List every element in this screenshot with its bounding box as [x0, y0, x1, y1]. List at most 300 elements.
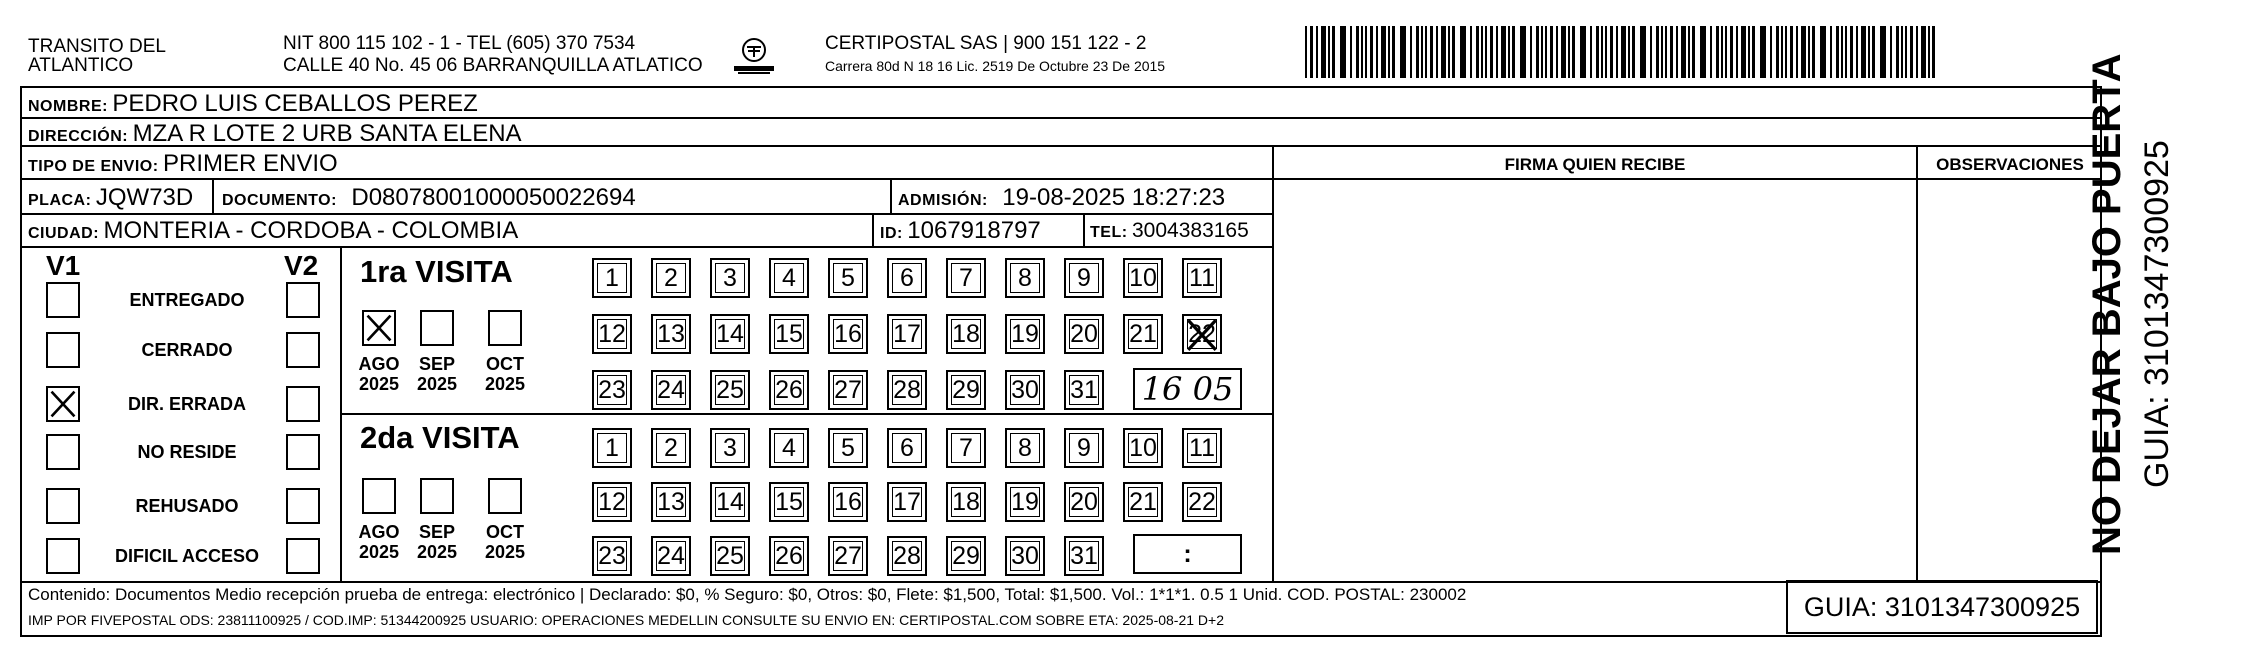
- barcode-bar: [1632, 26, 1635, 78]
- barcode-bar: [1605, 26, 1607, 78]
- plate-label: PLACA:: [28, 192, 92, 209]
- signature-column-title: FIRMA QUIEN RECIBE: [1504, 155, 1686, 174]
- barcode-bar: [1550, 26, 1553, 78]
- v1-checkbox[interactable]: [46, 332, 80, 368]
- barcode-bar: [1785, 26, 1787, 78]
- visit1-day-box[interactable]: [946, 258, 986, 298]
- day-number: 13: [657, 319, 685, 348]
- visit1-day-box[interactable]: [1182, 314, 1222, 354]
- day-number: 2: [664, 433, 678, 462]
- day-number: 5: [841, 263, 855, 292]
- day-number: 21: [1129, 319, 1157, 348]
- barcode-bar: [1410, 26, 1412, 78]
- day-number: 23: [598, 375, 626, 404]
- day-number: 27: [834, 541, 862, 570]
- status-label: CERRADO: [141, 340, 233, 360]
- visit2-day-box[interactable]: [1182, 428, 1222, 468]
- barcode-bar: [1508, 26, 1510, 78]
- visit2-day-box[interactable]: [710, 536, 750, 576]
- visit1-day-box[interactable]: [710, 258, 750, 298]
- day-number: 10: [1129, 263, 1157, 292]
- v1-checkbox[interactable]: [46, 434, 80, 470]
- month-checkbox[interactable]: [488, 310, 522, 346]
- barcode-bar: [1661, 26, 1663, 78]
- day-number: 5: [841, 433, 855, 462]
- status-label: DIFICIL ACCESO: [114, 546, 259, 566]
- visit2-day-box[interactable]: [887, 428, 927, 468]
- day-number: 23: [598, 541, 626, 570]
- day-number: 19: [1011, 487, 1039, 516]
- day-number: 19: [1011, 319, 1039, 348]
- day-number: 3: [723, 263, 737, 292]
- visit2-day-box[interactable]: [592, 536, 632, 576]
- barcode-bar: [1836, 26, 1839, 78]
- visit1-title: 1ra VISITA: [360, 254, 513, 289]
- admission-label: ADMISIÓN:: [898, 192, 988, 209]
- visit2-day-box[interactable]: [828, 428, 868, 468]
- barcode-bar: [1536, 26, 1539, 78]
- observations-column-title: OBSERVACIONES: [1936, 155, 2084, 174]
- v1-checkbox[interactable]: [46, 386, 80, 422]
- visit1-day-box[interactable]: [828, 258, 868, 298]
- side-guia: GUIA: 3101347300925: [2138, 140, 2176, 488]
- barcode-bar: [1321, 26, 1326, 78]
- side-warning: NO DEJAR BAJO PUERTA: [2085, 53, 2129, 555]
- plate-divider: [212, 180, 214, 215]
- barcode-bar: [1400, 26, 1406, 78]
- barcode-bar: [1381, 26, 1386, 78]
- month-year: [412, 354, 462, 394]
- month-label: OCT: [486, 522, 524, 542]
- month-checkbox[interactable]: [362, 478, 396, 514]
- barcode-bar: [1512, 26, 1515, 78]
- month-label: OCT: [486, 354, 524, 374]
- barcode-bar: [1736, 26, 1738, 78]
- barcode-bar: [1748, 26, 1750, 78]
- barcode-bar: [1628, 26, 1630, 78]
- visit2-time-placeholder: :: [1183, 539, 1192, 568]
- visit1-day-box[interactable]: [887, 258, 927, 298]
- v1-header: V1: [46, 250, 81, 281]
- tel-divider: [1083, 215, 1085, 248]
- day-number: 8: [1018, 263, 1032, 292]
- barcode-bar: [1305, 26, 1307, 78]
- day-number: 1: [605, 263, 619, 292]
- day-number: 14: [716, 319, 744, 348]
- visit1-day-box[interactable]: [1005, 258, 1045, 298]
- visit2-day-box[interactable]: [710, 482, 750, 522]
- barcode-bar: [1730, 26, 1733, 78]
- tel-label: TEL:: [1090, 224, 1128, 241]
- visit1-day-box[interactable]: [1005, 314, 1045, 354]
- year-label: 2025: [358, 374, 400, 394]
- month-checkbox[interactable]: [488, 478, 522, 514]
- v1-checkbox[interactable]: [46, 282, 80, 318]
- month-year: [480, 522, 530, 562]
- barcode-bar: [1556, 26, 1558, 78]
- name-label: NOMBRE:: [28, 98, 108, 115]
- barcode-bar: [1328, 26, 1330, 78]
- barcode-bar: [1710, 26, 1712, 78]
- day-number: 9: [1077, 433, 1091, 462]
- plate-value: JQW73D: [95, 184, 194, 211]
- month-label: AGO: [358, 354, 400, 374]
- barcode-bar: [1361, 26, 1363, 78]
- barcode-bar: [1476, 26, 1479, 78]
- visit1-day-box[interactable]: [710, 314, 750, 354]
- city-field: [28, 217, 518, 245]
- year-label: 2025: [416, 374, 458, 394]
- barcode-bar: [1890, 26, 1892, 78]
- v2-checkbox[interactable]: [286, 434, 320, 470]
- barcode-bar: [1601, 26, 1603, 78]
- barcode-bar: [1356, 26, 1359, 78]
- visit2-day-box[interactable]: [592, 482, 632, 522]
- day-number: 15: [775, 487, 803, 516]
- id-label: ID:: [880, 225, 903, 242]
- v2-checkbox[interactable]: [286, 386, 320, 422]
- day-number: 24: [657, 375, 685, 404]
- visit2-day-box[interactable]: [828, 536, 868, 576]
- visit1-day-box[interactable]: [946, 314, 986, 354]
- visit1-day-box[interactable]: [592, 258, 632, 298]
- barcode-bar: [1545, 26, 1547, 78]
- visit2-time-box[interactable]: [1133, 534, 1242, 574]
- day-number: 8: [1018, 433, 1032, 462]
- barcode-bar: [1520, 26, 1526, 78]
- day-number: 30: [1011, 375, 1039, 404]
- barcode-bar: [1670, 26, 1673, 78]
- visit2-day-box[interactable]: [828, 482, 868, 522]
- admission-divider: [890, 180, 892, 215]
- day-number: 28: [893, 375, 921, 404]
- barcode-bar: [1812, 26, 1815, 78]
- barcode-bar: [1770, 26, 1772, 78]
- visit2-day-box[interactable]: [651, 428, 691, 468]
- day-number: 20: [1070, 487, 1098, 516]
- barcode-bar: [1700, 26, 1706, 78]
- barcode-bar: [1928, 26, 1930, 78]
- barcode-bar: [1916, 26, 1918, 78]
- day-number: 13: [657, 487, 685, 516]
- visit1-day-box[interactable]: [887, 314, 927, 354]
- month-year: [354, 354, 404, 394]
- visit2-day-box[interactable]: [887, 536, 927, 576]
- guia-value: GUIA: 3101347300925: [1803, 591, 2081, 622]
- visit-divider: [342, 413, 1272, 415]
- barcode-bar: [1485, 26, 1487, 78]
- city-label: CIUDAD:: [28, 225, 100, 242]
- visit1-time-box[interactable]: [1133, 368, 1242, 410]
- visit1-day-box[interactable]: [887, 370, 927, 410]
- barcode-bar: [1901, 26, 1903, 78]
- visit2-title: 2da VISITA: [360, 420, 520, 455]
- barcode-bar: [1541, 26, 1543, 78]
- document-field: [222, 184, 636, 212]
- v2-checkbox[interactable]: [286, 538, 320, 574]
- signature-divider: [1272, 180, 1274, 581]
- barcode-bar: [1416, 26, 1419, 78]
- barcode-bar: [1452, 26, 1455, 78]
- visit2-day-box[interactable]: [1064, 428, 1104, 468]
- barcode-bar: [1725, 26, 1727, 78]
- day-number: 28: [893, 541, 921, 570]
- tel-field: [1090, 219, 1249, 243]
- barcode: [1305, 26, 1935, 78]
- status-label: REHUSADO: [135, 496, 239, 516]
- day-number: 17: [893, 319, 921, 348]
- day-number: 26: [775, 375, 803, 404]
- barcode-bar: [1388, 26, 1390, 78]
- visit1-day-box[interactable]: [1005, 370, 1045, 410]
- visit2-day-box[interactable]: [946, 482, 986, 522]
- visit2-day-box[interactable]: [887, 482, 927, 522]
- admission-value: 19-08-2025 18:27:23: [1002, 184, 1226, 211]
- guia-box: [1786, 580, 2098, 634]
- day-number: 6: [900, 433, 914, 462]
- day-number: 11: [1189, 263, 1215, 292]
- barcode-bar: [1776, 26, 1779, 78]
- barcode-bar: [1665, 26, 1667, 78]
- barcode-bar: [1640, 26, 1646, 78]
- org-line-2: ATLANTICO: [28, 55, 134, 76]
- month-checkbox[interactable]: [420, 478, 454, 514]
- address-value: MZA R LOTE 2 URB SANTA ELENA: [132, 120, 522, 147]
- barcode-bar: [1490, 26, 1493, 78]
- barcode-bar: [1530, 26, 1532, 78]
- barcode-bar: [1596, 26, 1599, 78]
- day-number: 20: [1070, 319, 1098, 348]
- day-number: 18: [952, 319, 980, 348]
- barcode-bar: [1448, 26, 1450, 78]
- day-number: 9: [1077, 263, 1091, 292]
- org-line-1: TRANSITO DEL: [28, 36, 166, 57]
- day-number: 22: [1188, 487, 1216, 516]
- barcode-bar: [1365, 26, 1367, 78]
- x-mark-icon: [1184, 316, 1220, 354]
- barcode-bar: [1796, 26, 1798, 78]
- visit1-day-box[interactable]: [769, 258, 809, 298]
- document-label: DOCUMENTO:: [222, 192, 337, 209]
- barcode-bar: [1332, 26, 1335, 78]
- day-number: 16: [834, 319, 862, 348]
- month-year: [354, 522, 404, 562]
- visit1-day-box[interactable]: [651, 314, 691, 354]
- month-label: SEP: [418, 522, 456, 542]
- v1-checkbox[interactable]: [46, 488, 80, 524]
- day-number: 17: [893, 487, 921, 516]
- barcode-bar: [1676, 26, 1678, 78]
- address-label: DIRECCIÓN:: [28, 128, 129, 145]
- visit2-day-box[interactable]: [1064, 536, 1104, 576]
- day-number: 29: [952, 541, 980, 570]
- visit1-day-box[interactable]: [769, 314, 809, 354]
- status-label: DIR. ERRADA: [127, 394, 246, 414]
- id-field: [880, 217, 1041, 245]
- barcode-bar: [1425, 26, 1427, 78]
- barcode-bar: [1741, 26, 1746, 78]
- barcode-bar: [1656, 26, 1659, 78]
- address-field: [28, 120, 522, 148]
- barcode-bar: [1861, 26, 1866, 78]
- barcode-bar: [1568, 26, 1570, 78]
- barcode-bar: [1610, 26, 1613, 78]
- address-line: CALLE 40 No. 45 06 BARRANQUILLA ATLATICO: [283, 55, 703, 76]
- month-label: SEP: [418, 354, 456, 374]
- visit2-day-box[interactable]: [651, 482, 691, 522]
- visit2-day-box[interactable]: [946, 428, 986, 468]
- name-value: PEDRO LUIS CEBALLOS PEREZ: [112, 90, 478, 117]
- document-value: D08078001000050022694: [351, 184, 636, 211]
- day-number: 24: [657, 541, 685, 570]
- barcode-bar: [1470, 26, 1472, 78]
- visit1-day-box[interactable]: [1064, 370, 1104, 410]
- visit1-day-box[interactable]: [651, 258, 691, 298]
- day-number: 11: [1189, 433, 1215, 462]
- month-checkbox[interactable]: [362, 310, 396, 346]
- tel-value: 3004383165: [1132, 219, 1249, 242]
- visit2-day-box[interactable]: [946, 536, 986, 576]
- barcode-bar: [1561, 26, 1566, 78]
- barcode-bar: [1316, 26, 1318, 78]
- barcode-bar: [1350, 26, 1352, 78]
- day-number: 1: [605, 433, 619, 462]
- v1-checkbox[interactable]: [46, 538, 80, 574]
- visit2-day-box[interactable]: [769, 536, 809, 576]
- x-mark-icon: [48, 388, 78, 420]
- day-number: 7: [959, 433, 973, 462]
- day-number: 2: [664, 263, 678, 292]
- visit1-day-box[interactable]: [1064, 314, 1104, 354]
- barcode-bar: [1436, 26, 1438, 78]
- plate-field: [28, 184, 193, 212]
- courier-license: Carrera 80d N 18 16 Lic. 2519 De Octubre 23 De 2015: [825, 58, 1166, 74]
- v2-checkbox[interactable]: [286, 488, 320, 524]
- barcode-bar: [1616, 26, 1618, 78]
- id-value: 1067918797: [907, 217, 1041, 244]
- day-number: 10: [1129, 433, 1157, 462]
- barcode-bar: [1590, 26, 1592, 78]
- day-number: 31: [1070, 375, 1098, 404]
- barcode-bar: [1392, 26, 1395, 78]
- year-label: 2025: [484, 374, 526, 394]
- visit1-day-box[interactable]: [1123, 258, 1163, 298]
- barcode-bar: [1421, 26, 1423, 78]
- visit2-day-box[interactable]: [651, 536, 691, 576]
- v2-header: V2: [284, 250, 319, 281]
- day-number: 26: [775, 541, 803, 570]
- courier-line: CERTIPOSTAL SAS | 900 151 122 - 2: [825, 33, 1147, 54]
- send-type-value: PRIMER ENVIO: [163, 150, 338, 177]
- v2-checkbox[interactable]: [286, 282, 320, 318]
- visit1-day-box[interactable]: [1123, 314, 1163, 354]
- send-type-label: TIPO DE ENVIO:: [28, 158, 159, 175]
- barcode-bar: [1921, 26, 1926, 78]
- visit1-day-box[interactable]: [828, 314, 868, 354]
- barcode-bar: [1868, 26, 1870, 78]
- barcode-bar: [1932, 26, 1935, 78]
- visit2-day-box[interactable]: [769, 428, 809, 468]
- barcode-bar: [1460, 26, 1466, 78]
- month-year: [480, 354, 530, 394]
- send-type-field: [28, 150, 338, 178]
- barcode-bar: [1481, 26, 1483, 78]
- visit1-day-box[interactable]: [769, 370, 809, 410]
- day-number: 30: [1011, 541, 1039, 570]
- v2-checkbox[interactable]: [286, 332, 320, 368]
- month-checkbox[interactable]: [420, 310, 454, 346]
- id-divider: [872, 215, 874, 248]
- status-label: NO RESIDE: [137, 442, 237, 462]
- visit2-day-box[interactable]: [710, 428, 750, 468]
- barcode-bar: [1790, 26, 1793, 78]
- barcode-bar: [1880, 26, 1886, 78]
- visit2-day-box[interactable]: [1064, 482, 1104, 522]
- visit1-day-box[interactable]: [710, 370, 750, 410]
- visit2-day-box[interactable]: [1005, 428, 1045, 468]
- visit2-day-box[interactable]: [1182, 482, 1222, 522]
- barcode-bar: [1496, 26, 1498, 78]
- visit2-day-box[interactable]: [1005, 536, 1045, 576]
- visit1-day-box[interactable]: [1182, 258, 1222, 298]
- day-number: 6: [900, 263, 914, 292]
- barcode-bar: [1808, 26, 1810, 78]
- visit1-day-box[interactable]: [828, 370, 868, 410]
- barcode-bar: [1430, 26, 1433, 78]
- barcode-bar: [1340, 26, 1346, 78]
- barcode-bar: [1841, 26, 1843, 78]
- day-number: 4: [782, 433, 796, 462]
- visit2-day-box[interactable]: [1123, 428, 1163, 468]
- barcode-bar: [1905, 26, 1907, 78]
- day-number: 25: [716, 541, 744, 570]
- barcode-bar: [1692, 26, 1695, 78]
- day-number: 22: [1188, 319, 1216, 348]
- x-mark-icon: [364, 312, 394, 344]
- day-number: 12: [598, 487, 626, 516]
- barcode-bar: [1721, 26, 1723, 78]
- visit1-day-box[interactable]: [592, 314, 632, 354]
- visit1-day-box[interactable]: [946, 370, 986, 410]
- visit2-day-box[interactable]: [592, 428, 632, 468]
- visit2-day-box[interactable]: [1005, 482, 1045, 522]
- visit2-day-box[interactable]: [1123, 482, 1163, 522]
- visit2-day-box[interactable]: [769, 482, 809, 522]
- barcode-bar: [1376, 26, 1378, 78]
- barcode-bar: [1856, 26, 1858, 78]
- day-number: 15: [775, 319, 803, 348]
- visit1-day-box[interactable]: [592, 370, 632, 410]
- barcode-bar: [1760, 26, 1766, 78]
- day-number: 25: [716, 375, 744, 404]
- barcode-bar: [1688, 26, 1690, 78]
- barcode-bar: [1501, 26, 1506, 78]
- day-number: 27: [834, 375, 862, 404]
- visit1-day-box[interactable]: [651, 370, 691, 410]
- barcode-bar: [1441, 26, 1446, 78]
- visit1-day-box[interactable]: [1064, 258, 1104, 298]
- barcode-bar: [1650, 26, 1652, 78]
- month-label: AGO: [358, 522, 400, 542]
- name-field: [28, 90, 478, 118]
- print-info-line: IMP POR FIVEPOSTAL ODS: 23811100925 / COD.IMP: 51344200925 USUARIO: OPERACIONES MEDELLIN CONSULTE SU ENVIO EN: CERTIPOSTAL.COM SOBRE ETA: 2025-08-21 D+2: [28, 612, 1225, 628]
- barcode-bar: [1896, 26, 1899, 78]
- barcode-bar: [1370, 26, 1373, 78]
- admission-field: [898, 184, 1225, 212]
- barcode-bar: [1820, 26, 1826, 78]
- certipostal-logo: [730, 36, 778, 76]
- day-number: 16: [834, 487, 862, 516]
